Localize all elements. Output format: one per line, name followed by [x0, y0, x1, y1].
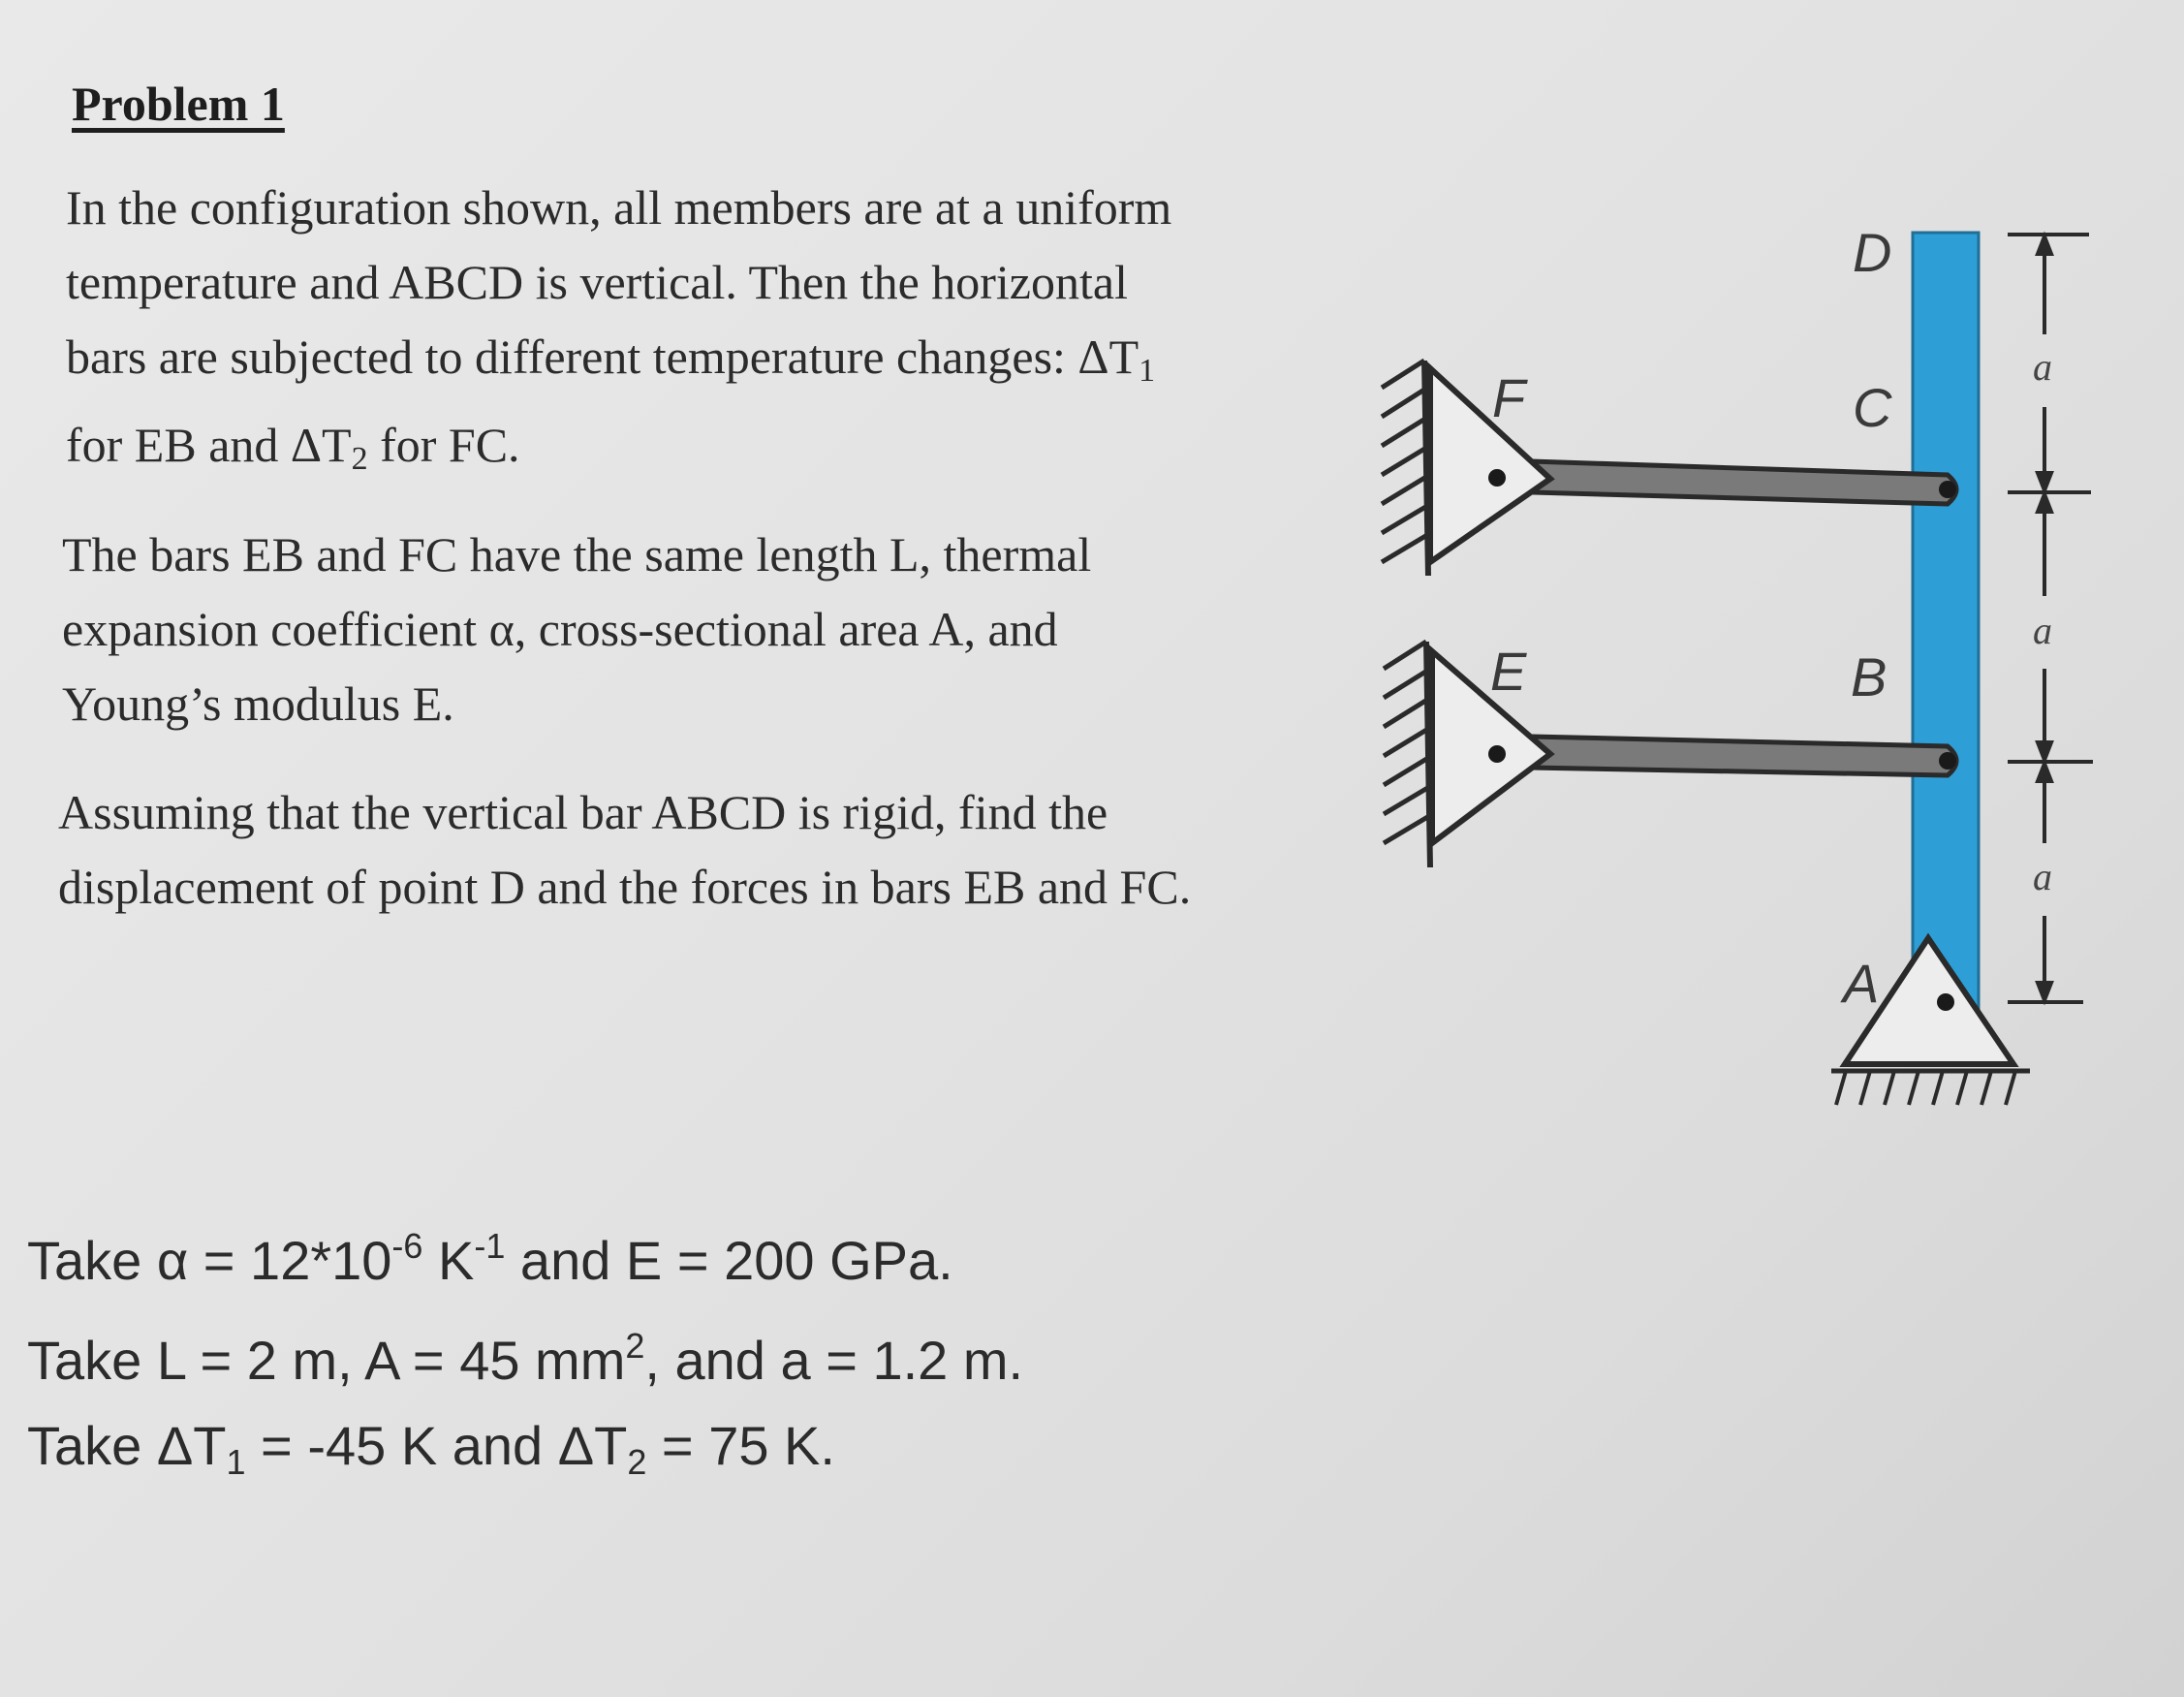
paragraph-2-line-2: expansion coefficient α, cross-sectional area A, and: [62, 602, 1058, 656]
dt2-subscript: 2: [627, 1442, 647, 1482]
paragraph-2-line-1: The bars EB and FC have the same length L, thermal: [62, 527, 1092, 581]
delta-t2-subscript: 2: [351, 441, 368, 477]
problem-title: Problem 1: [72, 77, 285, 131]
given-dt1-text: Take ΔT: [27, 1415, 227, 1476]
bar-fc: [1531, 461, 1956, 504]
given-l-a-text: Take L = 2 m, A = 45 mm: [27, 1330, 626, 1391]
label-b: B: [1851, 646, 1888, 707]
given-dt2-end: = 75 K.: [646, 1415, 835, 1476]
given-alpha-text: Take α = 12*10: [27, 1230, 392, 1291]
delta-t1-subscript: 1: [1139, 353, 1156, 389]
label-d: D: [1853, 222, 1892, 283]
area-exponent: 2: [625, 1326, 645, 1366]
wall-support-f: [1382, 361, 1428, 576]
dimension-a-3: a: [2033, 855, 2052, 898]
pin-support-f: [1430, 368, 1550, 562]
bar-eb: [1531, 737, 1956, 775]
paragraph-1-line-1: In the configuration shown, all members are at a uniform: [66, 180, 1172, 235]
given-a-text: , and a = 1.2 m.: [644, 1330, 1024, 1391]
paragraph-3-line-2: displacement of point D and the forces in bars EB and FC.: [58, 860, 1192, 914]
vertical-bar-abcd: [1913, 233, 1979, 1032]
paragraph-1-line-2: temperature and ABCD is vertical. Then the horizontal: [66, 255, 1128, 309]
paragraph-1-line-3-text: bars are subjected to different temperature changes: ΔT: [66, 330, 1139, 384]
wall-support-e: [1384, 642, 1430, 867]
paragraph-3-line-1: Assuming that the vertical bar ABCD is rigid, find the: [58, 785, 1108, 839]
label-f: F: [1492, 367, 1526, 428]
label-e: E: [1490, 641, 1527, 702]
dimension-a-1: a: [2033, 345, 2052, 389]
paragraph-2-line-3: Young’s modulus E.: [62, 676, 454, 731]
dt1-subscript: 1: [226, 1442, 246, 1482]
kelvin-exponent: -1: [474, 1226, 506, 1266]
given-dt2-text: = -45 K and ΔT: [245, 1415, 628, 1476]
kelvin-unit: K: [422, 1230, 475, 1291]
label-c: C: [1853, 377, 1892, 438]
paragraph-1-line-4-end: for FC.: [367, 418, 520, 472]
label-a: A: [1843, 953, 1880, 1014]
paragraph-1-line-4-text: for EB and ΔT: [66, 418, 352, 472]
given-e-text: and E = 200 GPa.: [505, 1230, 953, 1291]
alpha-exponent: -6: [391, 1226, 423, 1266]
dimension-a-2: a: [2033, 609, 2052, 652]
